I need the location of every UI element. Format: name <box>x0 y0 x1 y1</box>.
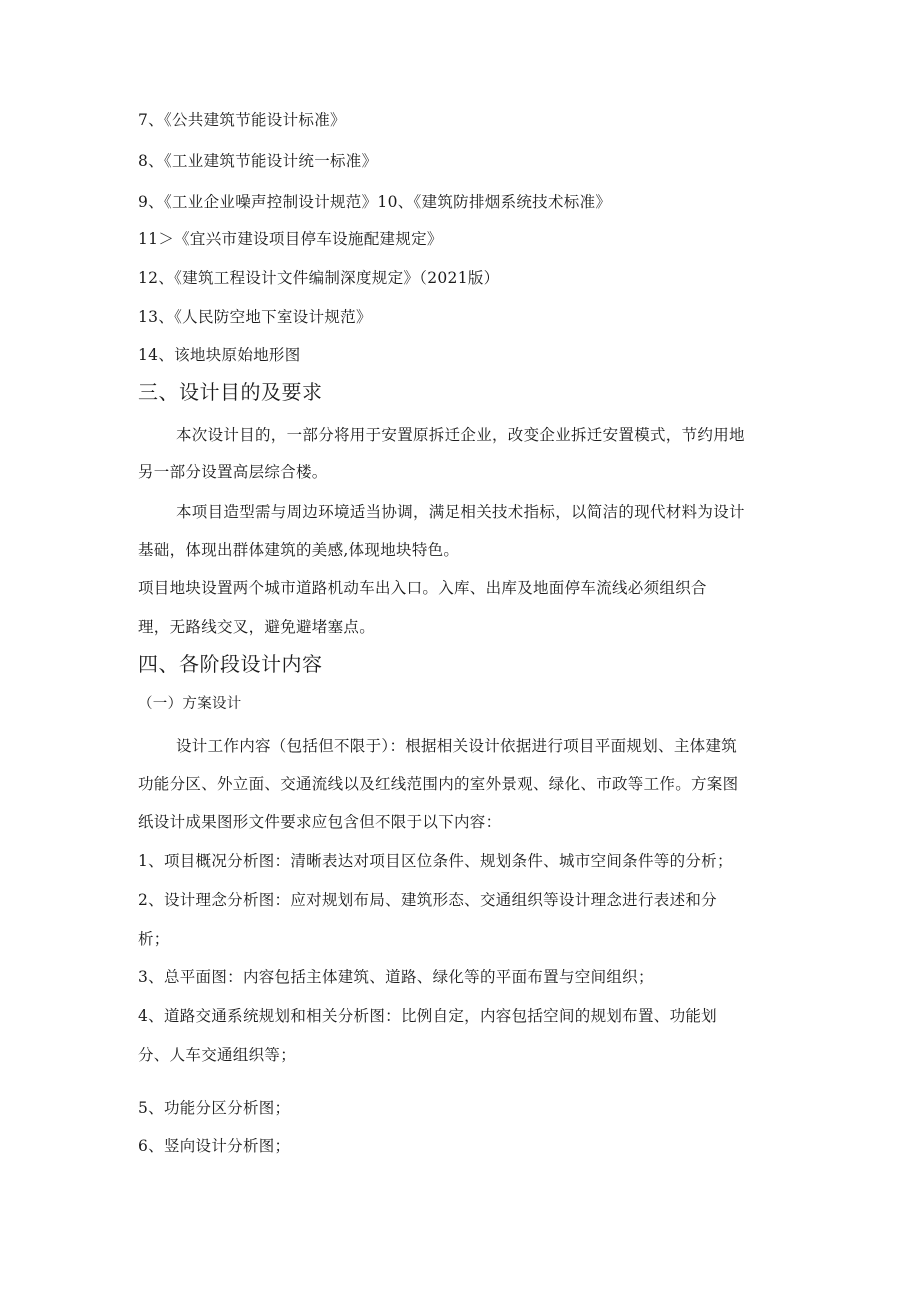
section-3-para-2-line-2: 基础，体现出群体建筑的美感,体现地块特色。 <box>138 541 460 559</box>
section-3-para-3-line-2: 理，无路线交叉，避免避堵塞点。 <box>138 618 376 636</box>
reference-item-8: 8、《工业建筑节能设计统一标准》 <box>138 152 378 170</box>
section-3-para-1-line-2: 另一部分设置高层综合楼。 <box>138 463 328 481</box>
deliverable-item-5: 5、功能分区分析图； <box>138 1099 291 1117</box>
reference-item-12: 12、《建筑工程设计文件编制深度规定》（2021版） <box>138 269 500 287</box>
section-4-intro-line-3: 纸设计成果图形文件要求应包含但不限于以下内容： <box>138 813 502 831</box>
deliverable-item-4-line-1: 4、道路交通系统规划和相关分析图：比例自定，内容包括空间的规划布置、功能划 <box>138 1007 717 1025</box>
section-3-para-1-line-1: 本次设计目的，一部分将用于安置原拆迁企业，改变企业拆迁安置模式，节约用地 <box>176 426 745 444</box>
reference-item-9-10: 9、《工业企业噪声控制设计规范》10、《建筑防排烟系统技术标准》 <box>138 193 612 211</box>
section-4-intro-line-2: 功能分区、外立面、交通流线以及红线范围内的室外景观、绿化、市政等工作。方案图 <box>138 775 739 793</box>
section-3-para-2-line-1: 本项目造型需与周边环境适当协调，满足相关技术指标，以简洁的现代材料为设计 <box>176 503 745 521</box>
section-4-heading: 四、各阶段设计内容 <box>138 652 323 676</box>
deliverable-item-3: 3、总平面图：内容包括主体建筑、道路、绿化等的平面布置与空间组织； <box>138 968 654 986</box>
section-4-intro-line-1: 设计工作内容（包括但不限于）：根据相关设计依据进行项目平面规划、主体建筑 <box>176 737 738 755</box>
reference-item-14: 14、该地块原始地形图 <box>138 346 301 364</box>
reference-item-7: 7、《公共建筑节能设计标准》 <box>138 111 346 129</box>
section-4-subheading: （一）方案设计 <box>138 696 242 712</box>
section-3-para-3-line-1: 项目地块设置两个城市道路机动车出入口。入库、出库及地面停车流线必须组织合 <box>138 579 707 597</box>
section-3-heading: 三、设计目的及要求 <box>138 380 323 404</box>
deliverable-item-2-line-1: 2、设计理念分析图：应对规划布局、建筑形态、交通组织等设计理念进行表述和分 <box>138 891 717 909</box>
reference-item-13: 13、《人民防空地下室设计规范》 <box>138 308 372 326</box>
deliverable-item-2-line-2: 析； <box>138 930 170 948</box>
deliverable-item-6: 6、竖向设计分析图； <box>138 1137 291 1155</box>
reference-item-11: 11＞《宜兴市建设项目停车设施配建规定》 <box>138 230 443 248</box>
deliverable-item-4-line-2: 分、人车交通组织等； <box>138 1046 297 1064</box>
deliverable-item-1: 1、项目概况分析图：清晰表达对项目区位条件、规划条件、城市空间条件等的分析； <box>138 852 733 870</box>
